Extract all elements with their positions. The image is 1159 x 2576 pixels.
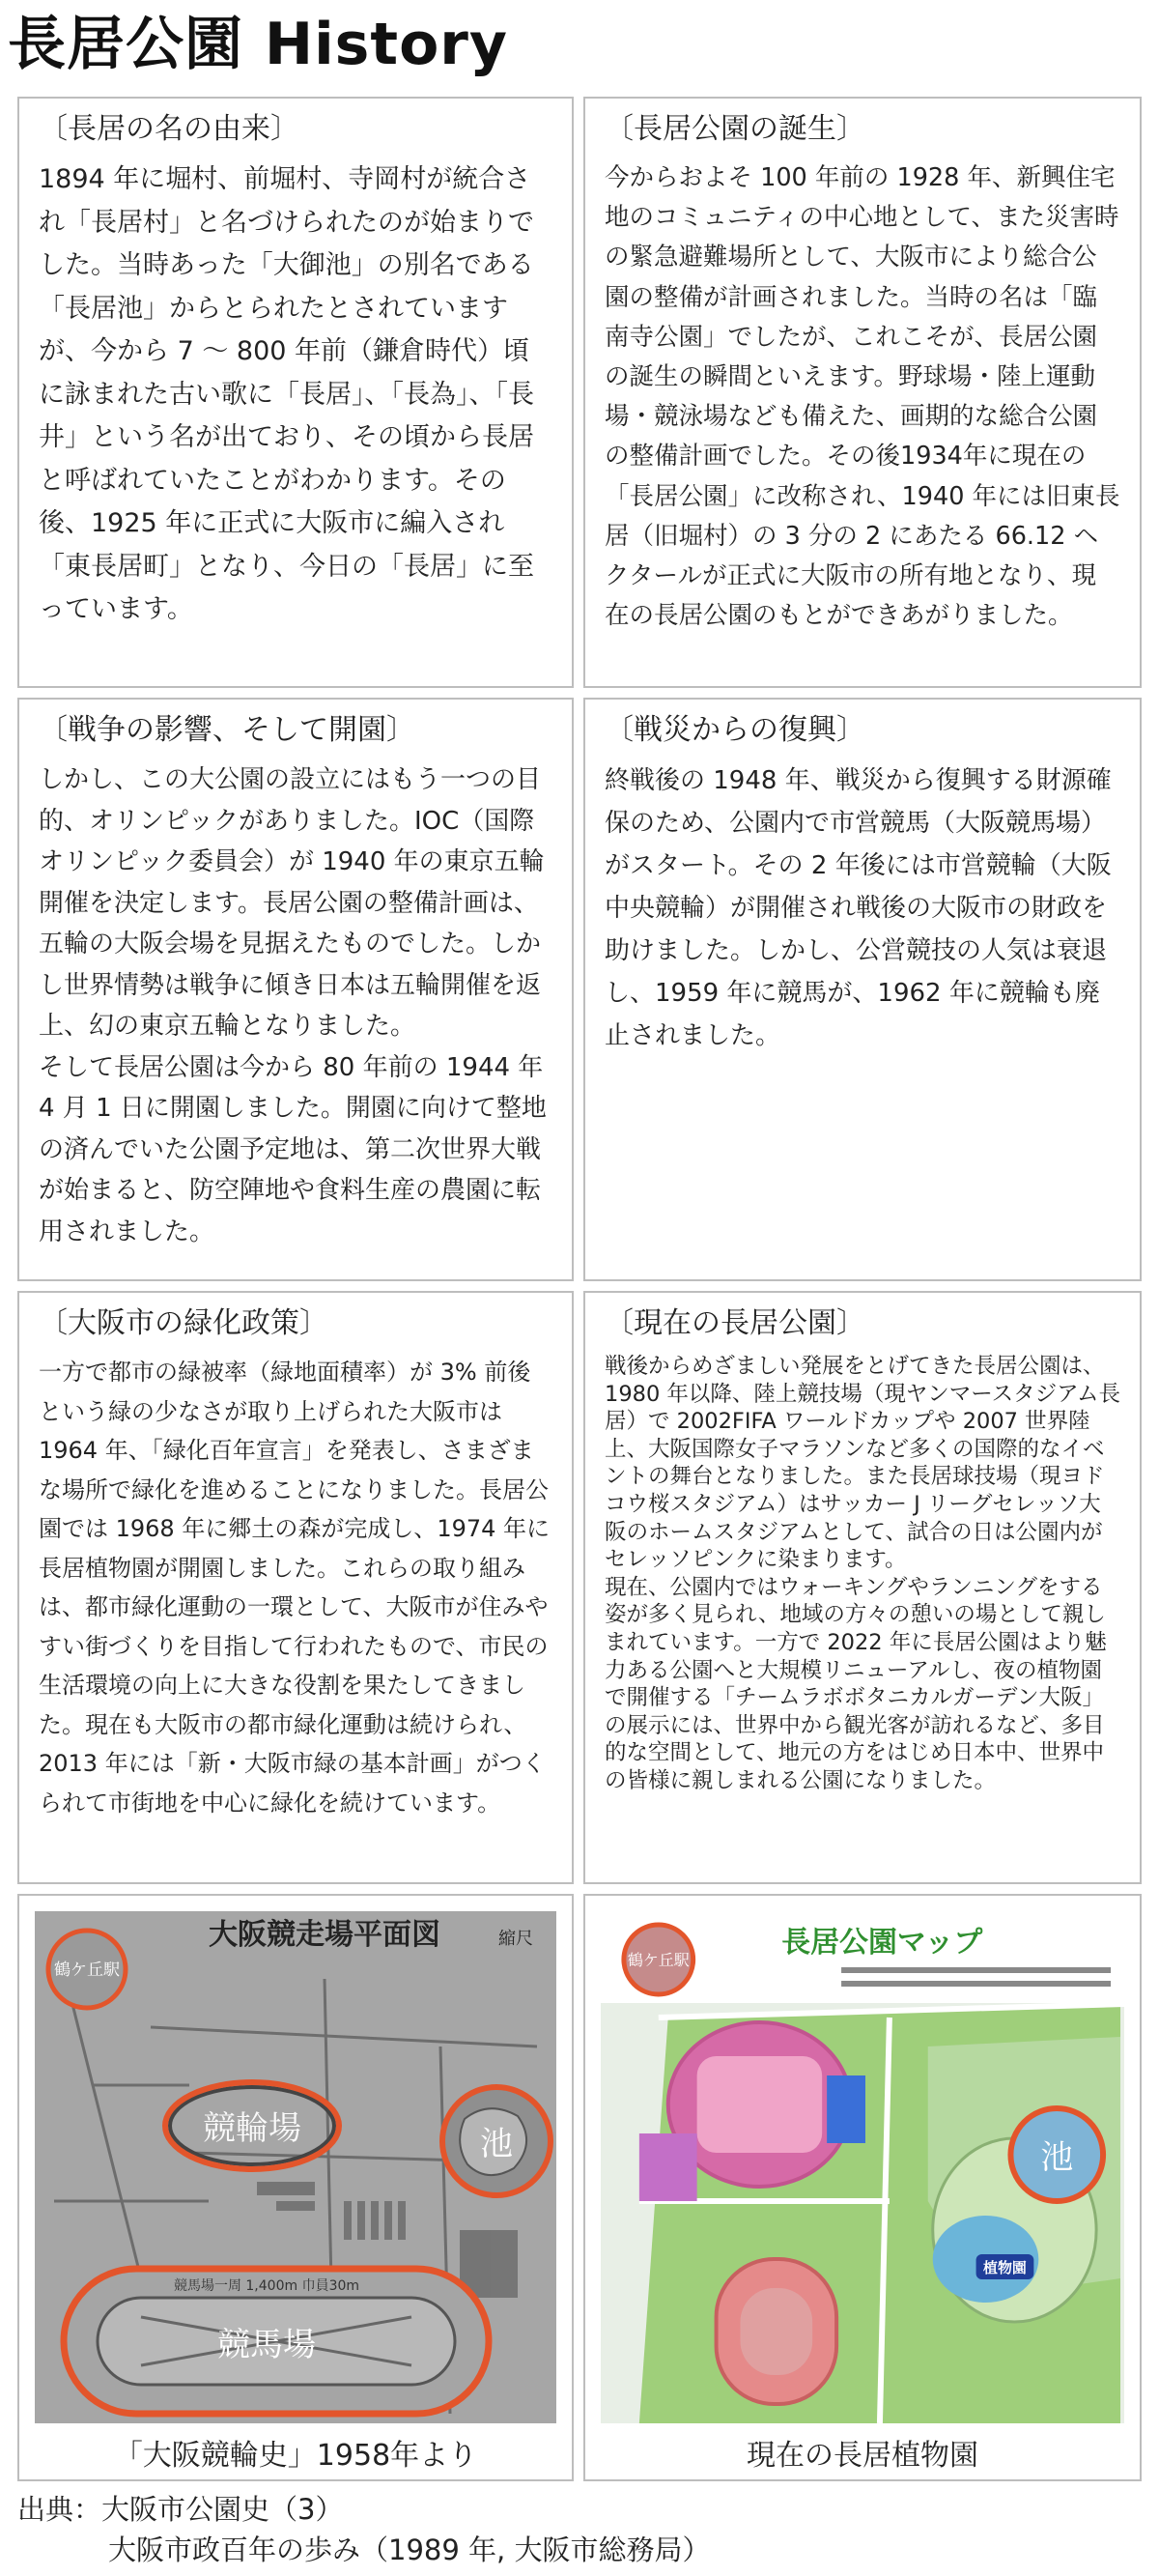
current-map-image [601, 1911, 1124, 2423]
section-paragraph: しかし、この大公園の設立にはもう一つの目的、オリンピックがありました。IOC（国際オリンピック委員会）が 1940 年の東京五輪開催を決定します。長居公園の整備計画は、五輪の大阪会場を見据えたものでした。しかし世界情勢は戦争に傾き日本は五輪開催を返上、幻の東京五輪となりました。 [39, 765, 545, 1041]
section-paragraph: 終戦後の 1948 年、戦災から復興する財源確保のため、公園内で市営競馬（大阪競馬場）がスタート。その 2 年後には市営競輪（大阪中央競輪）が開催され戦後の大阪市の財政を助けました。しかし、公営競技の人気は衰退し、1959 年に競馬が、1962 年に競輪も廃止されました。 [605, 766, 1112, 1050]
historic-map-keirin-label: 競輪場 [203, 2109, 301, 2148]
historic-map-image [35, 1911, 556, 2423]
historic-map-panel [17, 1894, 574, 2481]
section-heading: 〔大阪市の緑化政策〕 [39, 1306, 328, 1340]
section-heading: 〔現在の長居公園〕 [605, 1306, 865, 1340]
source-line: 大阪市公園史（3） [101, 2493, 344, 2526]
section-heading: 〔長居公園の誕生〕 [605, 112, 865, 146]
section-park-birth [583, 97, 1142, 688]
section-name-origin [17, 97, 574, 688]
historic-map-caption: 「大阪競輪史」1958年より [113, 2439, 478, 2473]
section-paragraph: 1894 年に堀村、前堀村、寺岡村が統合され「長居村」と名づけられたのが始まりでした。当時あった「大御池」の別名である「長居池」からとられたとされていますが、今から 7 〜 800 年前（鎌倉時代）頃に詠まれた古い歌に「長居」、「長為」、「長井」という名が出ており、その頃から長居と呼ばれていたことがわかります。その後、1925 年に正式に大阪市に編入され「東長居町」となり、今日の「長居」に至っています。 [39, 164, 534, 624]
source-line: 大阪市政百年の歩み（1989 年, 大阪市総務局） [108, 2533, 711, 2566]
section-war-opening [17, 698, 574, 1281]
section-paragraph: 現在、公園内ではウォーキングやランニングをする姿が多く見られ、地域の方々の憩いの場として親しまれています。一方で 2022 年に長居公園はより魅力ある公園へと大規模リニューアルし、夜の植物園で開催する「チームラボボタニカルガーデン大阪」の展示には、世界中から観光客が訪れるなど、多目的な空間として、地元の方をはじめ日本中、世界中の皆様に親しまれる公園になりました。 [605, 1574, 1107, 1793]
section-greening-policy [17, 1291, 574, 1884]
current-map-pond-label: 池 [1040, 2138, 1074, 2178]
section-body [605, 1353, 1120, 1795]
source-label: 出典： [17, 2493, 102, 2526]
section-heading: 〔戦災からの復興〕 [605, 713, 865, 747]
historic-map-station-label: 鶴ケ丘駅 [54, 1961, 120, 1980]
section-body [605, 158, 1120, 636]
source-credits [17, 2489, 710, 2570]
section-postwar-recovery [583, 698, 1142, 1281]
section-current-park [583, 1291, 1142, 1884]
historic-map-title: 大阪競走場平面図 [209, 1918, 440, 1952]
page-title: 長居公園 History [8, 11, 508, 78]
historic-map-title-extra: 縮尺 [498, 1929, 533, 1949]
historic-map-pond-label: 池 [480, 2125, 513, 2163]
section-heading: 〔長居の名の由来〕 [39, 112, 299, 146]
current-map-garden-label: 植物園 [983, 2258, 1027, 2277]
section-body [39, 759, 552, 1252]
section-body [605, 759, 1120, 1057]
historic-map-keiba-label: 競馬場 [217, 2326, 316, 2364]
section-paragraph: そして長居公園は今から 80 年前の 1944 年 4 月 1 日に開園しました。開園に向けて整地の済んでいた公園予定地は、第二次世界大戦が始まると、防空陣地や食料生産の農園に転用されました。 [39, 1052, 547, 1246]
section-paragraph: 今からおよそ 100 年前の 1928 年、新興住宅地のコミュニティの中心地として、また災害時の緊急避難場所として、大阪市により総合公園の整備が計画されました。当時の名は「臨南寺公園」でしたが、これこそが、長居公園の誕生の瞬間といえます。野球場・陸上運動場・競泳場なども備えた、画期的な総合公園の整備計画でした。その後1934年に現在の「長居公園」に改称され、1940 年には旧東長居（旧堀村）の 3 分の 2 にあたる 66.12 ヘクタールが正式に大阪市の所有地となり、現在の長居公園のもとができあがりました。 [605, 163, 1120, 631]
current-map-title: 長居公園マップ [781, 1925, 983, 1961]
section-heading: 〔戦争の影響、そして開園〕 [39, 713, 415, 747]
section-body [39, 158, 552, 632]
historic-map-track-note: 競馬場一周 1,400m 巾員30m [173, 2278, 360, 2294]
section-paragraph: 戦後からめざましい発展をとげてきた長居公園は、1980 年以降、陸上競技場（現ヤンマースタジアム長居）で 2002FIFA ワールドカップや 2007 世界陸上、大阪国際女子マラソンなど多くの国際的なイベントの舞台となりました。また長居球技場（現ヨドコウ桜スタジアム）はサッカー J リーグセレッソ大阪のホームスタジアムとして、試合の日は公園内がセレッソピンクに染まります。 [605, 1354, 1120, 1573]
current-map-caption: 現在の長居植物園 [747, 2439, 978, 2473]
section-body [39, 1353, 552, 1822]
current-map-panel [583, 1894, 1142, 2481]
current-map-station-label: 鶴ケ丘駅 [627, 1950, 690, 1970]
section-paragraph: 一方で都市の緑被率（緑地面積率）が 3% 前後という緑の少なさが取り上げられた大阪市は 1964 年、「緑化百年宣言」を発表し、さまざまな場所で緑化を進めることになりました。長居公園では 1968 年に郷土の森が完成し、1974 年に長居植物園が開園しました。これらの取り組みは、都市緑化運動の一環として、大阪市が住みやすい街づくりを目指して行われたもので、市民の生活環境の向上に大きな役割を果たしてきました。現在も大阪市の都市緑化運動は続けられ、2013 年には「新・大阪市緑の基本計画」がつくられて市街地を中心に緑化を続けています。 [39, 1359, 551, 1817]
